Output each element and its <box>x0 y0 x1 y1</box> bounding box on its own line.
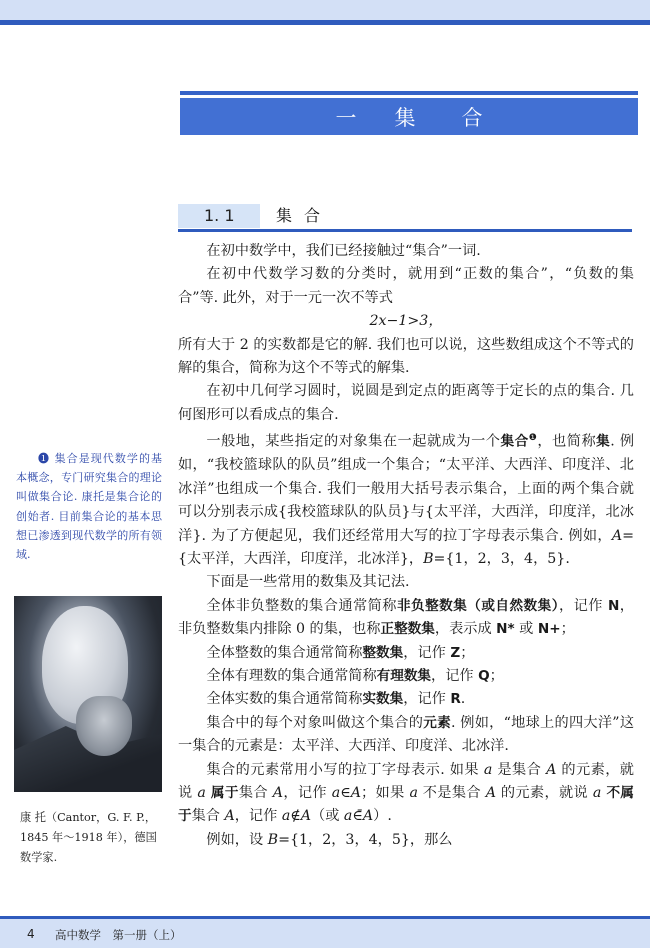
section-number: 1. 1 <box>178 204 260 228</box>
term-set: 集合 <box>500 433 529 450</box>
chapter-title-char-1: 集 <box>394 105 416 130</box>
section-title: 集合 <box>276 206 333 225</box>
footnote-marker[interactable]: ❶ <box>528 433 538 444</box>
chapter-top-rule <box>180 91 638 95</box>
portrait-caption: 康 托（Cantor，G. F. P.， 1845 年～1918 年），德国 数学家. <box>20 811 157 864</box>
paragraph-example: 例如，设 B={1，2，3，4，5}，那么 <box>206 831 453 848</box>
chapter-title-bar <box>180 98 638 135</box>
cantor-portrait <box>14 596 162 792</box>
footer-band <box>0 919 650 948</box>
main-text <box>178 240 634 852</box>
paragraph-reals: 全体实数的集合通常简称实数集，记作 R. <box>206 691 466 708</box>
paragraph: 在初中数学中，我们已经接触过“集合”一词. <box>206 243 481 259</box>
paragraph-membership: 集合的元素常用小写的拉丁字母表示. 如果 a 是集合 A 的元素，就说 a 属于集合 A，记作 a∈A；如果 a 不是集合 A 的元素，就说 a 不属于集合 A，记作 a∉A（或 a∈̄A）. <box>178 761 634 825</box>
chapter-title-char-2: 合 <box>461 105 483 130</box>
header-band <box>0 0 650 20</box>
paragraph: 下面是一些常用的数集及其记法. <box>206 574 410 591</box>
paragraph: 在初中几何学习圆时，说圆是到定点的距离等于定长的点的集合. 几何图形可以看成点的集合. <box>178 383 634 423</box>
paragraph: 所有大于 2 的实数都是它的解. 我们也可以说，这些数组成这个不等式的解的集合，简称为这个不等式的解集. <box>178 336 634 377</box>
paragraph-natural-numbers: 全体非负整数的集合通常简称非负整数集（或自然数集），记作 N，非负整数集内排除 0 的集，也称正整数集，表示成 N* 或 N+； <box>178 597 634 638</box>
term-set-short: 集 <box>596 433 611 450</box>
paragraph-elements: 集合中的每个对象叫做这个集合的元素. 例如，“地球上的四大洋”这一集合的元素是：太平洋、大西洋、印度洋、北冰洋. <box>178 714 635 755</box>
page-number: 4 <box>27 927 35 941</box>
section-rule <box>178 229 632 232</box>
book-title: 高中数学 第一册（上） <box>55 928 182 942</box>
portrait-beard <box>76 696 132 756</box>
paragraph-integers: 全体整数的集合通常简称整数集，记作 Z； <box>206 644 475 661</box>
paragraph-set-definition: 一般地，某些指定的对象集在一起就成为一个集合$^❶$，也简称集. 例如，“我校篮球队的队员”组成一个集合；“太平洋、大西洋、印度洋、北冰洋”也组成一个集合. 我们一般用大括号表示集合，上面的两个集合就可以分别表示成{我校篮球队的队员}与{太平洋，大西洋，印度洋，北冰洋}. 为了方便起见，我们还经常用大写的拉丁字母表示集合. 例如，A={太平洋，大西洋，印度洋，北冰洋}，B={1，2，3，4，5}. <box>178 433 635 568</box>
footnote-text: 集合是现代数学的基本概念，专门研究集合的理论叫做集合论. 康托是集合论的创始者. 目前集合论的基本思想已渗透到现代数学的所有领域. <box>16 452 163 562</box>
footnote-number-icon: ❶ <box>38 452 51 465</box>
paragraph: 在初中代数学习数的分类时，就用到“正数的集合”，“负数的集合”等. 此外，对于一元一次不等式 <box>178 266 634 306</box>
section-heading <box>178 204 632 232</box>
chapter-number: 一 <box>335 105 357 130</box>
header-rule <box>0 20 650 25</box>
formula: 2x−1>3， <box>369 313 443 330</box>
margin-footnote <box>16 449 162 564</box>
paragraph-rationals: 全体有理数的集合通常简称有理数集，记作 Q； <box>206 668 504 685</box>
